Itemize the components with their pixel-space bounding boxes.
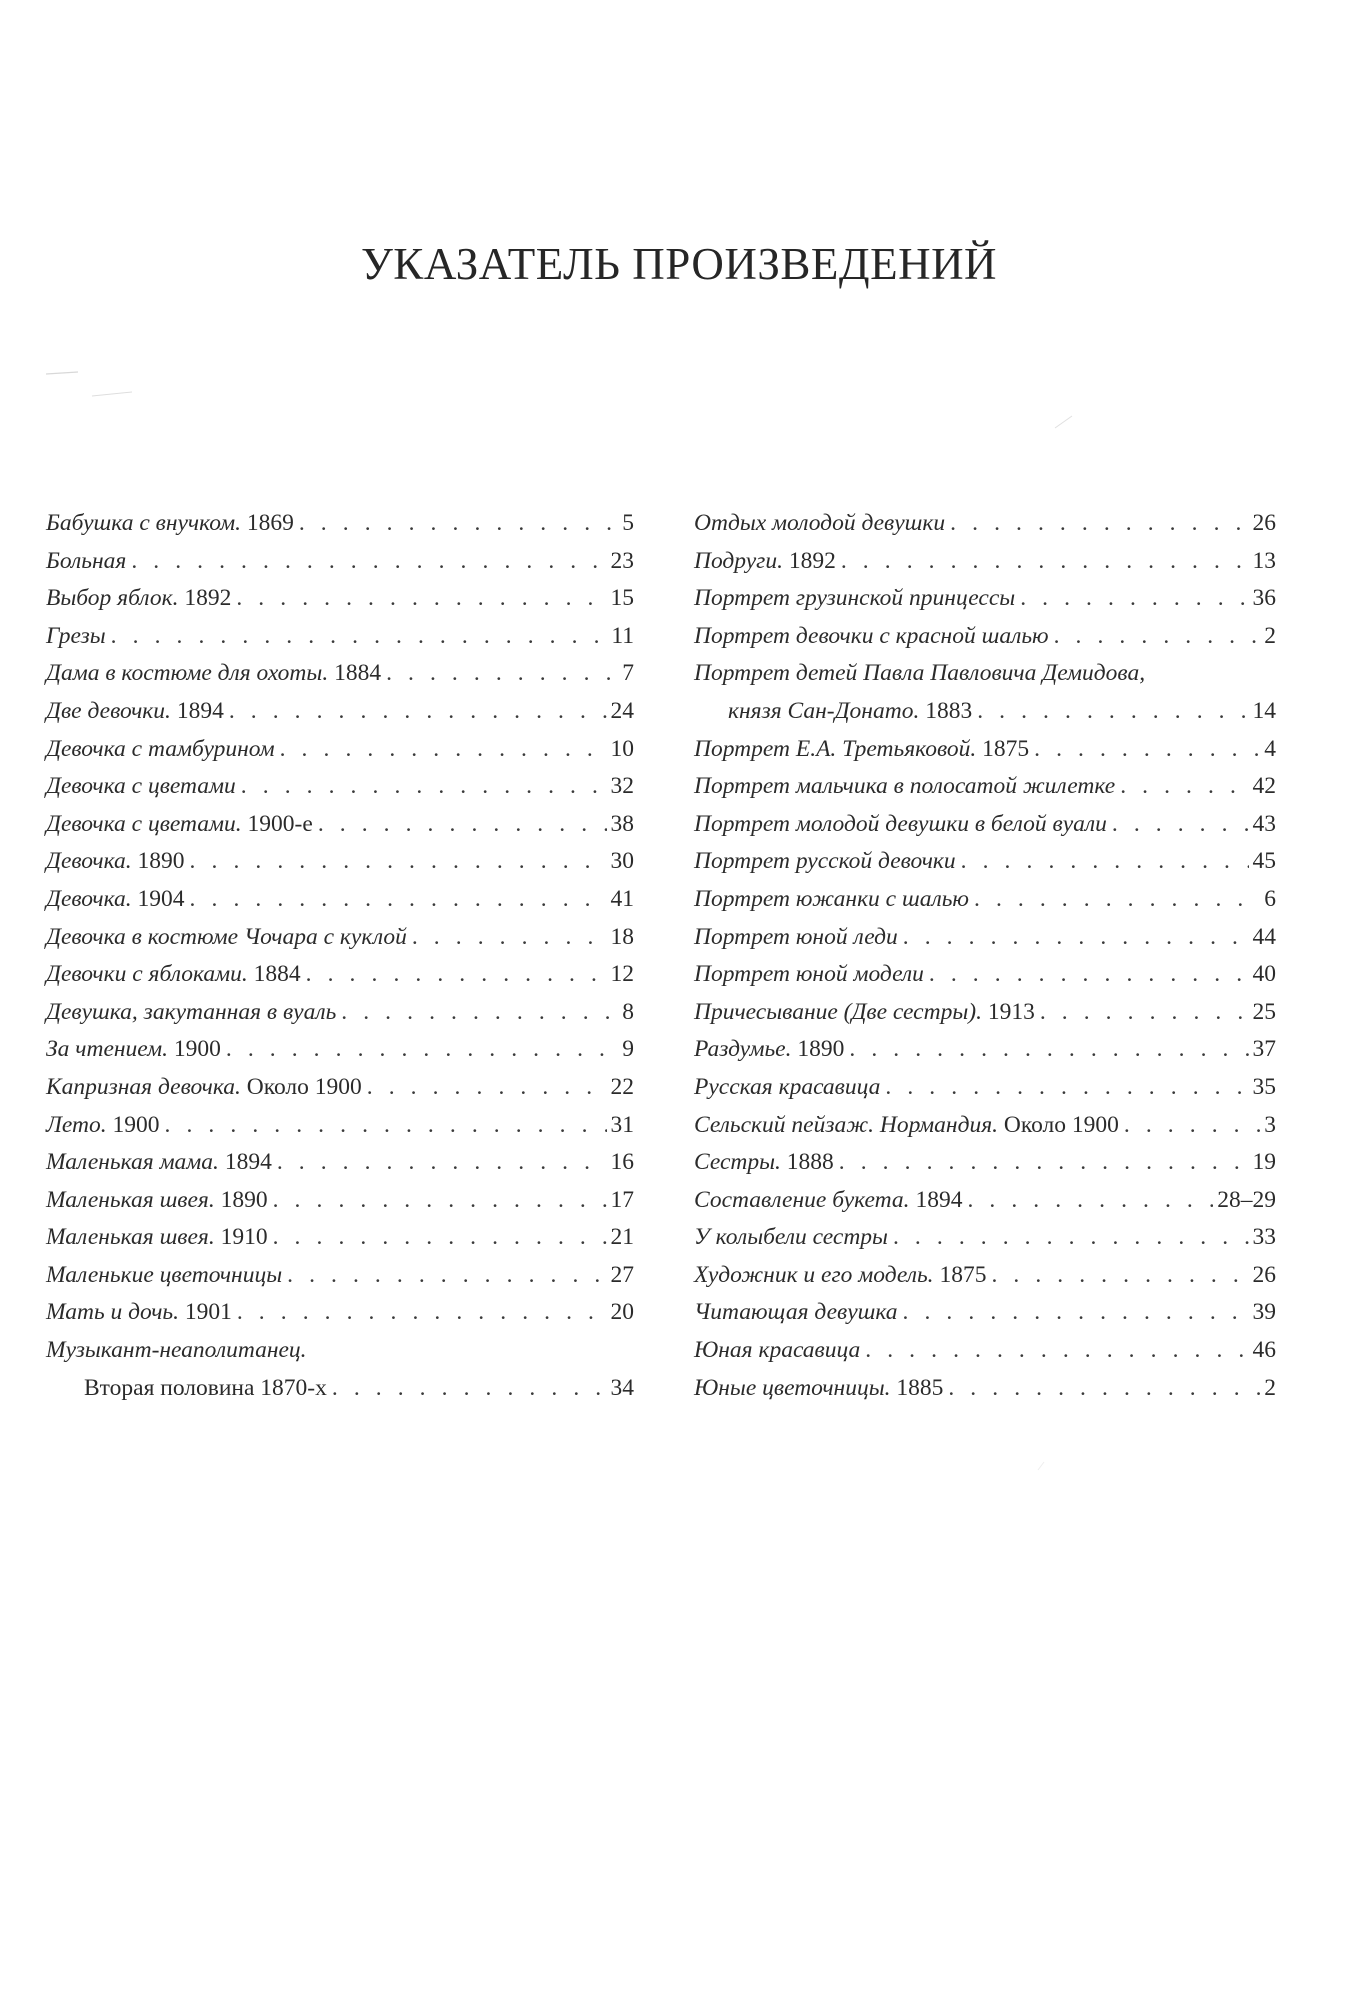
index-entry-multiline-second	[46, 1375, 634, 1413]
entry-page-number: 39	[1252, 1299, 1276, 1326]
entry-year: 1875	[933, 1261, 987, 1288]
index-right-entry	[694, 1375, 1276, 1413]
index-entry-multiline-first	[694, 660, 1276, 698]
entry-title-text: Русская красавица	[694, 1073, 881, 1100]
dot-leader	[991, 1262, 1248, 1289]
index-left-entry	[46, 698, 634, 736]
entry-title-text: Грезы	[46, 622, 106, 649]
entry-page-number: 43	[1252, 810, 1276, 837]
dot-leader	[277, 1149, 607, 1176]
index-right-entry	[694, 623, 1276, 661]
entry-year: 1884	[247, 961, 301, 988]
dot-leader	[885, 1074, 1248, 1101]
dot-leader	[332, 1375, 607, 1402]
entry-title-text: Подруги.	[694, 547, 783, 574]
speck	[46, 372, 78, 374]
entry-title-text: Портрет девочки с красной шалью	[694, 622, 1049, 649]
dot-leader	[929, 961, 1249, 988]
dot-leader	[839, 1149, 1249, 1176]
entry-title	[694, 961, 924, 988]
entry-page-number: 30	[610, 848, 634, 875]
entry-title-text: Две девочки.	[46, 697, 171, 724]
dot-leader	[237, 1299, 607, 1326]
index-left-entry	[46, 510, 634, 548]
entry-title-text: Дама в костюме для охоты.	[46, 660, 329, 687]
dot-leader	[190, 848, 607, 875]
entry-year: 1884	[328, 660, 382, 687]
entry-title-continued: Вторая половина 1870-х	[84, 1374, 327, 1401]
entry-year: 1901	[178, 1299, 232, 1326]
index-entry-multiline-first	[46, 1337, 634, 1375]
dot-leader	[287, 1262, 606, 1289]
entry-page-number: 20	[610, 1299, 634, 1326]
dot-leader	[977, 698, 1248, 725]
index-right-entry	[694, 1036, 1276, 1074]
index-right-entry	[694, 1149, 1276, 1187]
index-right-entry	[694, 736, 1276, 774]
dot-leader	[948, 1375, 1260, 1402]
entry-title	[694, 1224, 888, 1251]
entry-title-text: Составление букета.	[694, 1186, 910, 1213]
entry-page-number: 11	[611, 622, 634, 649]
entry-title-text: Девочка в костюме Чочара с куклой	[46, 923, 407, 950]
entry-page-number: 3	[1264, 1111, 1276, 1138]
entry-title	[694, 1299, 898, 1326]
index-left-entry	[46, 660, 634, 698]
entry-title-text: Портрет молодой девушки в белой вуали	[694, 810, 1107, 837]
index-left-entry	[46, 811, 634, 849]
entry-title	[694, 1074, 880, 1101]
entry-page-number: 18	[610, 923, 634, 950]
entry-title: Музыкант-неаполитанец.	[46, 1337, 307, 1364]
index-left-entry	[46, 1074, 634, 1112]
entry-page-number: 42	[1252, 773, 1276, 800]
entry-year: 1900-е	[241, 810, 313, 837]
entry-title	[694, 999, 1035, 1026]
entry-year: 1875	[976, 735, 1030, 762]
entry-title-text: Девочка с цветами.	[46, 810, 242, 837]
dot-leader	[306, 961, 607, 988]
dot-leader	[1020, 585, 1248, 612]
index-left-entry	[46, 1036, 634, 1074]
entry-page-number: 46	[1252, 1337, 1276, 1364]
dot-leader	[280, 736, 607, 763]
dot-leader	[950, 510, 1248, 537]
entry-title-text: Девочка с цветами	[46, 773, 236, 800]
entry-title-text: князя Сан-Донато.	[728, 697, 920, 724]
index-left-entry	[46, 961, 634, 999]
entry-title-text: Капризная девочка.	[46, 1073, 241, 1100]
dot-leader	[967, 1187, 1213, 1214]
index-column-left	[46, 510, 634, 1412]
entry-page-number: 4	[1264, 735, 1276, 762]
entry-title	[46, 961, 301, 988]
index-right-entry	[694, 585, 1276, 623]
entry-page-number: 17	[610, 1186, 634, 1213]
entry-title-text: Отдых молодой девушки	[694, 510, 946, 536]
entry-page-number: 8	[622, 998, 634, 1025]
index-left-entry	[46, 623, 634, 661]
dot-leader	[190, 886, 607, 913]
entry-title	[694, 585, 1015, 612]
dot-leader	[865, 1337, 1248, 1364]
entry-title	[46, 1112, 160, 1139]
entry-page-number: 7	[622, 660, 634, 687]
entry-title-text: Девочка.	[46, 848, 132, 875]
entry-page-number: 40	[1252, 961, 1276, 988]
entry-title-text: Художник и его модель.	[694, 1261, 934, 1288]
entry-title	[694, 510, 945, 537]
entry-title	[46, 623, 106, 650]
entry-year: 1885	[890, 1374, 944, 1401]
entry-page-number: 26	[1252, 1261, 1276, 1288]
dot-leader	[386, 660, 618, 687]
dot-leader	[236, 585, 606, 612]
entry-title	[46, 773, 236, 800]
entry-year: 1894	[909, 1186, 963, 1213]
entry-page-number: 12	[610, 961, 634, 988]
index-right-entry	[694, 773, 1276, 811]
index-list-left	[46, 510, 634, 1337]
entry-page-number: 2	[1264, 1374, 1276, 1401]
index-list-right-b	[694, 736, 1276, 1413]
index-right-entry	[694, 811, 1276, 849]
index-left-entry	[46, 999, 634, 1037]
entry-title	[694, 623, 1049, 650]
entry-year: 1894	[170, 697, 224, 724]
index-left-entry	[46, 1187, 634, 1225]
entry-title-text: Портрет южанки с шалью	[694, 885, 969, 912]
index-right-entry	[694, 548, 1276, 586]
index-right-entry	[694, 1112, 1276, 1150]
index-right-entry	[694, 510, 1276, 548]
index-right-entry	[694, 1337, 1276, 1375]
entry-page-number: 15	[610, 585, 634, 612]
entry-year: 1869	[240, 510, 294, 536]
entry-title	[694, 1112, 1119, 1139]
entry-title-text: Юные цветочницы.	[694, 1374, 891, 1401]
dot-leader	[241, 773, 607, 800]
entry-year: 1913	[981, 998, 1035, 1025]
entry-page-number: 10	[610, 735, 634, 762]
dot-leader	[1120, 773, 1248, 800]
entry-title	[694, 1149, 834, 1176]
entry-title-text: Портрет грузинской принцессы	[694, 585, 1016, 612]
entry-year: Около 1900	[240, 1073, 362, 1100]
entry-title-text: Бабушка с внучком.	[46, 510, 241, 536]
entry-title-text: Причесывание (Две сестры).	[694, 998, 982, 1025]
index-left-entry	[46, 773, 634, 811]
entry-title	[694, 1375, 943, 1402]
entry-page-number: 35	[1252, 1073, 1276, 1100]
index-left-entry	[46, 848, 634, 886]
dot-leader	[367, 1074, 607, 1101]
index-left-entry	[46, 924, 634, 962]
entry-page-number: 37	[1252, 1036, 1276, 1063]
entry-page-number: 19	[1252, 1149, 1276, 1176]
entry-year: 1904	[131, 885, 185, 912]
entry-page-number: 2	[1264, 622, 1276, 649]
entry-title	[46, 698, 224, 725]
dot-leader	[841, 548, 1249, 575]
entry-title-text: Портрет юной модели	[694, 961, 924, 988]
entry-page-number: 5	[622, 510, 634, 536]
entry-title	[46, 1074, 362, 1101]
entry-title-text: Сельский пейзаж. Нормандия.	[694, 1111, 999, 1138]
speck	[1038, 1462, 1044, 1470]
index-left-entry	[46, 736, 634, 774]
entry-year: 1890	[791, 1036, 845, 1063]
dot-leader	[318, 811, 607, 838]
entry-title	[46, 510, 294, 537]
entry-title-text: Маленькая швея.	[46, 1186, 215, 1213]
entry-page-number: 44	[1252, 923, 1276, 950]
dot-leader	[226, 1036, 618, 1063]
entry-title	[46, 1187, 268, 1214]
entry-title-text: Раздумье.	[694, 1036, 792, 1063]
entry-title	[694, 1262, 986, 1289]
dot-leader	[1124, 1112, 1260, 1139]
entry-year: 1892	[178, 585, 232, 612]
entry-title	[694, 848, 956, 875]
entry-title	[46, 886, 185, 913]
entry-page-number: 38	[610, 810, 634, 837]
index-left-entry	[46, 585, 634, 623]
entry-title-text: Читающая девушка	[694, 1299, 898, 1326]
entry-page-number: 33	[1252, 1224, 1276, 1251]
entry-title-text: Девочка с тамбурином	[46, 735, 275, 762]
dot-leader	[974, 886, 1260, 913]
dot-leader	[412, 924, 607, 951]
entry-page-number: 16	[610, 1149, 634, 1176]
entry-title-text: За чтением.	[46, 1036, 168, 1063]
entry-title-text: Портрет русской девочки	[694, 848, 956, 875]
entry-title	[46, 1299, 232, 1326]
entry-year: 1890	[131, 848, 185, 875]
dot-leader	[165, 1112, 607, 1139]
entry-page-number: 22	[610, 1073, 634, 1100]
index-right-entry	[694, 1074, 1276, 1112]
entry-page-number: 34	[610, 1374, 634, 1401]
page-title: УКАЗАТЕЛЬ ПРОИЗВЕДЕНИЙ	[360, 239, 998, 289]
entry-page-number: 32	[610, 773, 634, 800]
entry-title	[694, 886, 969, 913]
entry-title	[694, 1337, 860, 1364]
entry-title-text: Портрет мальчика в полосатой жилетке	[694, 773, 1116, 800]
entry-page-number: 45	[1252, 848, 1276, 875]
entry-title-text: Мать и дочь.	[46, 1299, 179, 1326]
index-left-entry	[46, 886, 634, 924]
index-right-entry	[694, 848, 1276, 886]
index-left-entry	[46, 548, 634, 586]
entry-title	[694, 736, 1029, 763]
entry-year: 1890	[214, 1186, 268, 1213]
entry-page-number: 26	[1252, 510, 1276, 536]
entry-title-text: Юная красавица	[694, 1337, 861, 1364]
dot-leader	[961, 848, 1249, 875]
entry-page-number: 28–29	[1217, 1186, 1276, 1213]
entry-title-text: Портрет Е.А. Третьяковой.	[694, 735, 977, 762]
dot-leader	[1034, 736, 1260, 763]
entry-title	[46, 660, 381, 687]
dot-leader	[273, 1224, 607, 1251]
entry-title-text: Девочки с яблоками.	[46, 961, 248, 988]
entry-page-number: 24	[610, 697, 634, 724]
dot-leader	[1112, 811, 1249, 838]
index-right-entry	[694, 961, 1276, 999]
speck	[92, 392, 132, 396]
entry-title-text: Выбор яблок.	[46, 585, 179, 612]
entry-year: Около 1900	[998, 1111, 1119, 1138]
entry-title-text: Сестры.	[694, 1149, 781, 1176]
entry-title-text: Маленькая мама.	[46, 1149, 219, 1176]
index-left-entry	[46, 1299, 634, 1337]
dot-leader	[903, 1299, 1249, 1326]
entry-year: 1888	[780, 1149, 834, 1176]
entry-page-number: 36	[1252, 585, 1276, 612]
entry-title	[694, 773, 1115, 800]
entry-title	[46, 1036, 221, 1063]
entry-title-text: Больная	[46, 547, 127, 574]
entry-page-number: 6	[1264, 885, 1276, 912]
index-right-entry	[694, 886, 1276, 924]
index-left-entry	[46, 1224, 634, 1262]
dot-leader	[1054, 623, 1261, 650]
dot-leader	[273, 1187, 607, 1214]
index-left-entry	[46, 1149, 634, 1187]
entry-title	[46, 811, 313, 838]
dot-leader	[903, 924, 1249, 951]
index-right-entry	[694, 1187, 1276, 1225]
index-entry-multiline-second	[694, 698, 1276, 736]
index-right-entry	[694, 924, 1276, 962]
entry-year: 1892	[782, 547, 836, 574]
index-right-entry	[694, 1262, 1276, 1300]
dot-leader	[131, 548, 606, 575]
dot-leader	[111, 623, 608, 650]
entry-title	[46, 924, 407, 951]
entry-title-text: Девочка.	[46, 885, 132, 912]
entry-title-continued	[694, 698, 972, 725]
entry-title	[694, 1187, 962, 1214]
speck	[1055, 416, 1072, 428]
entry-title-text: Девушка, закутанная в вуаль	[46, 998, 337, 1025]
entry-title-text: Маленькая швея.	[46, 1224, 215, 1251]
entry-year: 1900	[168, 1036, 221, 1063]
entry-title	[694, 811, 1107, 838]
entry-year: 1910	[214, 1224, 268, 1251]
dot-leader	[299, 510, 618, 537]
entry-page-number: 21	[610, 1224, 634, 1251]
dot-leader	[849, 1036, 1248, 1063]
entry-page-number: 9	[622, 1036, 634, 1063]
index-left-entry	[46, 1262, 634, 1300]
entry-title	[694, 548, 836, 575]
index-list-right-a	[694, 510, 1276, 660]
entry-title	[694, 1036, 844, 1063]
index-right-entry	[694, 1224, 1276, 1262]
entry-year: 1900	[106, 1111, 160, 1138]
entry-title	[694, 924, 898, 951]
entry-page-number: 13	[1252, 547, 1276, 574]
entry-page-number: 31	[610, 1111, 634, 1138]
index-left-entry	[46, 1112, 634, 1150]
entry-title	[46, 736, 275, 763]
entry-page-number: 23	[610, 547, 634, 574]
entry-title: Портрет детей Павла Павловича Демидова,	[694, 660, 1146, 687]
dot-leader	[893, 1224, 1249, 1251]
entry-title	[46, 1149, 272, 1176]
entry-title	[46, 1262, 282, 1289]
entry-year: 1894	[218, 1149, 272, 1176]
index-right-entry	[694, 999, 1276, 1037]
entry-page-number: 25	[1252, 998, 1276, 1025]
entry-title	[46, 585, 231, 612]
entry-title	[46, 548, 126, 575]
index-right-entry	[694, 1299, 1276, 1337]
dot-leader	[341, 999, 618, 1026]
entry-title-text: Маленькие цветочницы	[46, 1261, 283, 1288]
entry-page-number: 14	[1252, 697, 1276, 724]
entry-title-text: Портрет юной леди	[694, 923, 898, 950]
index-column-right	[694, 510, 1276, 1412]
entry-title	[46, 1224, 268, 1251]
entry-title-text: Лето.	[46, 1111, 107, 1138]
entry-title	[46, 848, 185, 875]
entry-page-number: 27	[610, 1261, 634, 1288]
entry-year: 1883	[919, 697, 973, 724]
dot-leader	[1040, 999, 1249, 1026]
entry-title-text: У колыбели сестры	[694, 1224, 888, 1251]
entry-title	[46, 999, 336, 1026]
entry-page-number: 41	[610, 885, 634, 912]
dot-leader	[229, 698, 607, 725]
